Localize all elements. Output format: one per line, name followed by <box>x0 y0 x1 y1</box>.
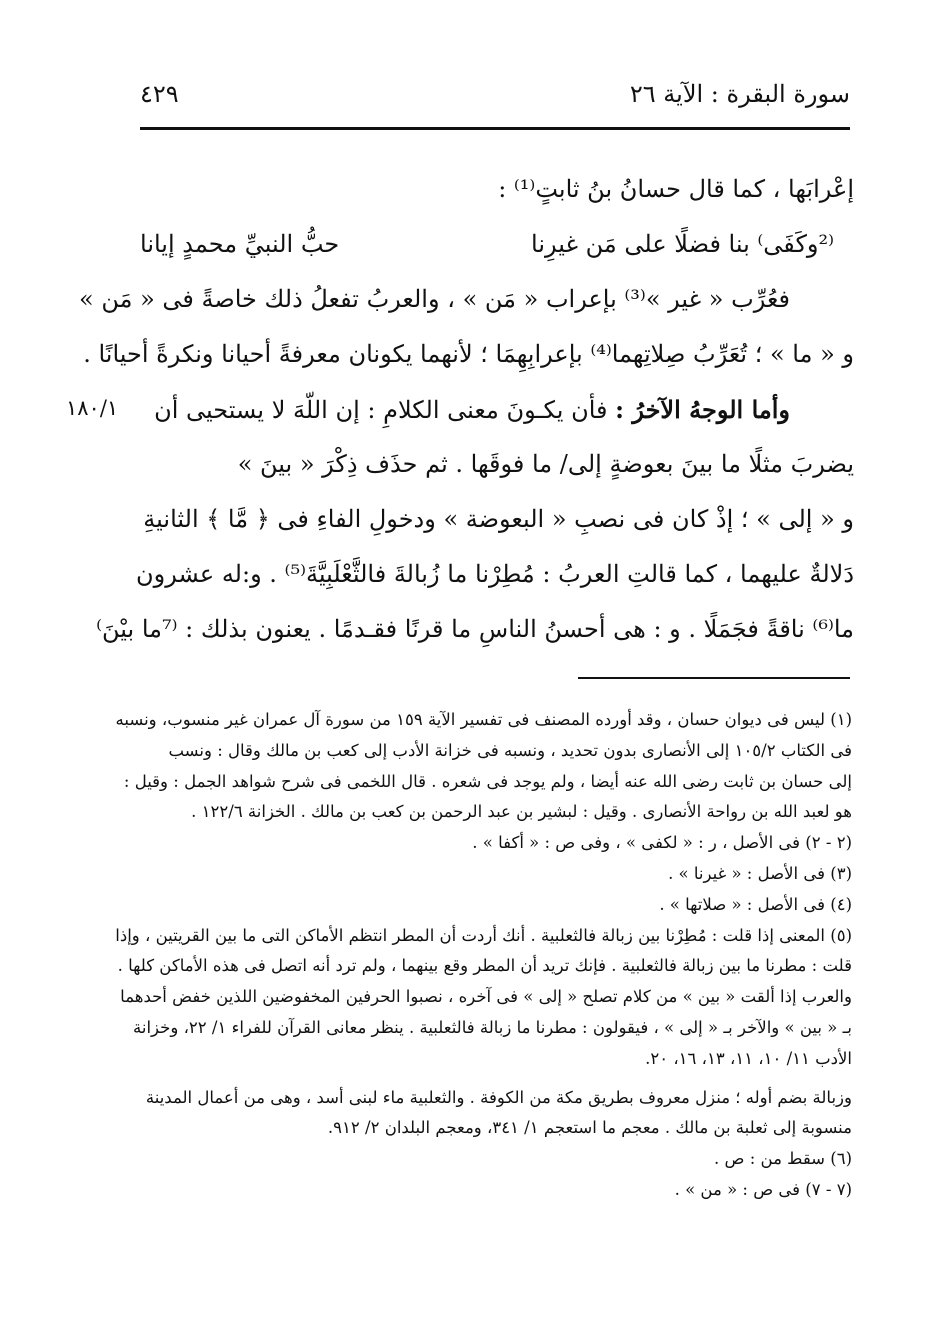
text-line <box>140 382 854 437</box>
text-line: ما⁽⁶⁾ ناقةً فجَمَلًا . و : هى أحسنُ الناسِ ما قرنًا فقـدمًا . يعنون بذلك : ⁽⁷ما بيْنَ⁾ <box>96 615 854 643</box>
section-lead: وأما الوجهُ الآخرُ : <box>615 395 790 424</box>
footnotes <box>115 705 852 1206</box>
footnote-separator <box>578 677 850 679</box>
footnote-line: (٣) فى الأصل : « غيرنا » . <box>668 863 852 883</box>
footnote-line: بـ « بين » والآخر بـ « إلى » ، فيقولون : مطرنا ما زبالة فالثعلبية . ينظر معانى القرآن للفراء ١/ ٢٢، وخزانة <box>133 1017 852 1037</box>
footnote-line: وزبالة بضم أوله ؛ منزل معروف بطريق مكة من الكوفة . والثعلبية ماء لبنى أسد ، وهى من أعمال المدينة <box>145 1087 852 1107</box>
footnote-line: فى الكتاب ١٠٥/٢ إلى الأنصارى بدون تحديد ، ونسبه فى خزانة الأدب إلى كعب بن مالك وقال : ونسب <box>168 740 852 760</box>
footnote-line: (٥) المعنى إذا قلت : مُطِرْنا بين زبالة فالثعلبية . أنك أردت أن المطر انتظم الأماكن التى ما بين القريتين ، وإذا <box>115 925 852 945</box>
section-lead-continuation: فأن يكـونَ معنى الكلامِ : إن اللّهَ لا يستحيى أن <box>154 396 616 424</box>
margin-page-reference: ١٨٠/١ <box>66 396 119 420</box>
footnote-line: منسوبة إلى ثعلبة بن مالك . معجم ما استعجم ١/ ٣٤١، ومعجم البلدان ٢/ ٩١٢. <box>327 1118 852 1138</box>
footnote-line: والعرب إذا ألقت « بين » من كلام تصلح « إلى » فى آخره ، نصبوا الحرفين المخفوضين اللذين خفض أحدهما <box>120 987 852 1007</box>
footnote-line: هو لعبد الله بن رواحة الأنصارى . وقيل : لبشير بن عبد الرحمن بن كعب بن مالك . الخزانة ١٢٢/٦ . <box>191 802 852 822</box>
verse-second-hemistich: حبُّ النبيِّ محمدٍ إيانا <box>140 230 340 258</box>
footnote-line: قلت : مطرنا ما بين زبالة فالثعلبية . فإنك تريد أن المطر وقع بينهما ، ولم ترد أنه اتصل فى هذه الأماكن كلها . <box>117 956 852 976</box>
page-header <box>140 80 850 124</box>
poetry-verse <box>140 217 854 272</box>
footnote-line: إلى حسان بن ثابت رضى الله عنه أيضا ، ولم يوجد فى شعره . قال اللخمى فى شرح شواهد الجمل : وقيل : <box>123 771 852 791</box>
verse-first-hemistich: ⁽²وكَفَى⁾ بنا فضلًا على مَن غيرِنا <box>531 230 834 258</box>
page-number: ٤٢٩ <box>140 80 179 108</box>
footnote-line: الأدب ١١/ ١٠، ١١، ١٣، ١٦، ٢٠. <box>645 1048 852 1068</box>
text-line: يضربَ مثلًا ما بينَ بعوضةٍ إلى/ ما فوقَها . ثم حذَف ذِكْرَ « بينَ » <box>237 450 854 478</box>
text-line: فعُرِّب « غير »⁽³⁾ بإعراب « مَن » ، والعربُ تفعلُ ذلك خاصةً فى « مَن » <box>79 285 790 313</box>
text-line: و « ما » ؛ تُعَرِّبُ صِلاتِهما⁽⁴⁾ بإعرابِهِمَا ؛ لأنهما يكونان معرفةً أحيانا ونكرةً أحيانًا . <box>83 340 854 368</box>
footnote-line: (١) ليس فى ديوان حسان ، وقد أورده المصنف فى تفسير الآية ١٥٩ من سورة آل عمران غير منسوب، ونسبه <box>115 710 852 729</box>
footnote-line: (٧ - ٧) فى ص : « من » . <box>674 1179 852 1199</box>
footnote-line: (٦) سقط من : ص . <box>714 1149 852 1169</box>
text-line: و « إلى » ؛ إذْ كان فى نصبِ « البعوضة » ودخولِ الفاءِ فى ﴿ مَّا ﴾ الثانيةِ <box>143 505 854 533</box>
header-rule <box>140 127 850 130</box>
running-title: سورة البقرة : الآية ٢٦ <box>629 80 850 108</box>
text-line: دَلالةٌ عليهما ، كما قالتِ العربُ : مُطِرْنا ما زُبالةَ فالثَّعْلَبِيَّةَ⁽⁵⁾ . و:له عشرون <box>136 560 854 588</box>
text-line: إعْرابَها ، كما قال حسانُ بنُ ثابتٍ⁽¹⁾ : <box>498 175 854 203</box>
footnote-line: (٢ - ٢) فى الأصل ، ر : « لكفى » ، وفى ص : « أكفا » . <box>472 833 852 853</box>
footnote-spacer <box>134 1075 852 1083</box>
footnote-line: (٤) فى الأصل : « صلاتها » . <box>659 894 852 914</box>
